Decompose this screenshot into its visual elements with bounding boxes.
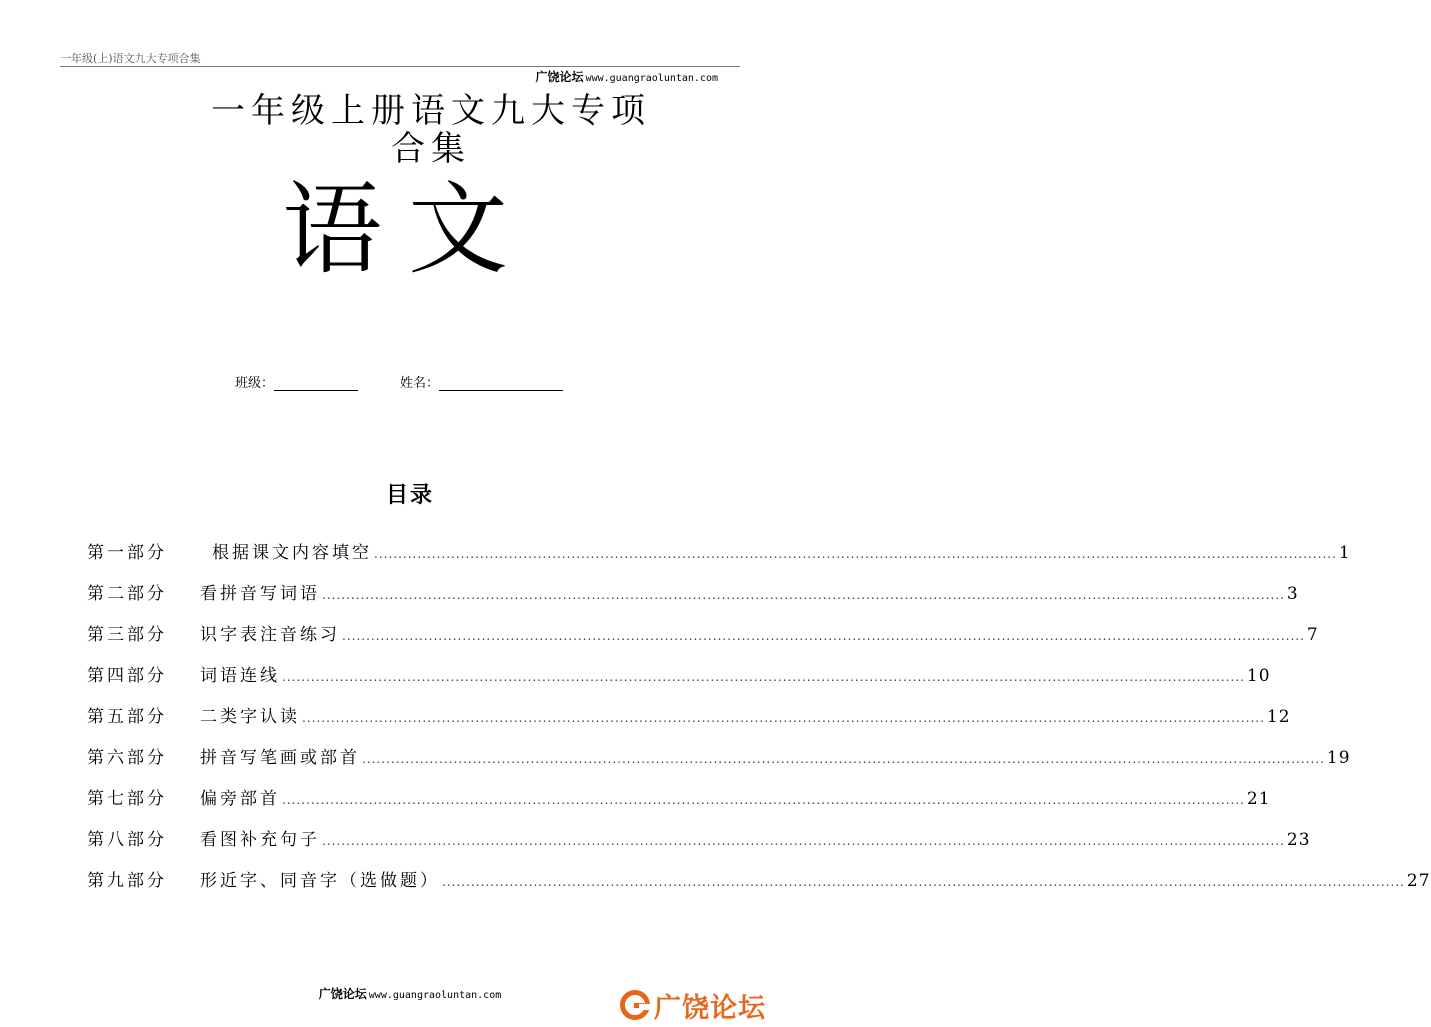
toc-dot-leader: ........................................................................................................................................................................................................	[342, 629, 1305, 643]
toc-part-label: 第六部分	[87, 748, 167, 768]
toc-item[interactable]	[87, 538, 1351, 579]
cover-title: 一年级上册语文九大专项	[211, 91, 651, 131]
toc-item[interactable]	[87, 620, 1319, 661]
toc-section-title: 词语连线	[200, 666, 280, 686]
name-blank[interactable]	[439, 376, 563, 391]
toc-page-number: 27	[1406, 871, 1431, 891]
class-blank[interactable]	[274, 376, 358, 391]
toc-part-label: 第三部分	[87, 625, 167, 645]
toc-part-label: 第一部分	[87, 543, 167, 563]
toc-item[interactable]	[87, 866, 1431, 907]
footer-url: www.guangraoluntan.com	[368, 990, 502, 1001]
class-field	[235, 372, 358, 391]
toc-part-label: 第五部分	[87, 707, 167, 727]
cover-subtitle: 合集	[391, 129, 471, 169]
footer-name: 广饶论坛	[318, 987, 367, 1001]
toc-item[interactable]	[87, 743, 1351, 784]
running-header: 一年级(上)语文九大专项合集	[60, 52, 201, 65]
toc-page-number: 7	[1306, 625, 1319, 645]
toc-entry	[200, 579, 1299, 610]
toc-dot-leader: ........................................................................................................................................................................................................	[374, 547, 1337, 561]
toc-dot-leader: ........................................................................................................................................................................................................	[322, 588, 1285, 602]
toc-part-label: 第八部分	[87, 830, 167, 850]
toc-entry	[200, 702, 1291, 733]
toc-page-number: 21	[1246, 789, 1271, 809]
toc-page-number: 12	[1266, 707, 1291, 727]
toc-title: 目录	[385, 483, 434, 508]
toc-part-label: 第七部分	[87, 789, 167, 809]
toc-entry	[200, 825, 1311, 856]
class-label: 班级：	[235, 376, 275, 391]
table-of-contents	[87, 538, 1431, 907]
toc-section-title: 偏旁部首	[200, 789, 280, 809]
toc-item[interactable]	[87, 825, 1311, 866]
toc-section-title: 看拼音写词语	[200, 584, 320, 604]
toc-section-title: 识字表注音练习	[200, 625, 340, 645]
toc-entry	[200, 620, 1319, 651]
toc-page-number: 19	[1326, 748, 1351, 768]
toc-entry	[200, 784, 1271, 815]
name-label: 姓名：	[400, 376, 440, 391]
toc-dot-leader: ........................................................................................................................................................................................................	[362, 752, 1325, 766]
toc-section-title: 根据课文内容填空	[212, 543, 372, 563]
subject-heading: 语文	[282, 171, 534, 288]
toc-dot-leader: ........................................................................................................................................................................................................	[282, 670, 1245, 684]
toc-section-title: 看图补充句子	[200, 830, 320, 850]
toc-page-number: 23	[1286, 830, 1311, 850]
toc-dot-leader: ........................................................................................................................................................................................................	[322, 834, 1285, 848]
watermark-name: 广饶论坛	[535, 70, 584, 84]
site-logo	[620, 983, 780, 1027]
toc-item[interactable]	[87, 784, 1271, 825]
toc-item[interactable]	[87, 579, 1299, 620]
toc-section-title: 拼音写笔画或部首	[200, 748, 360, 768]
toc-entry	[212, 538, 1351, 569]
toc-page-number: 10	[1246, 666, 1271, 686]
toc-part-label: 第二部分	[87, 584, 167, 604]
g-logo-icon	[620, 990, 650, 1020]
toc-entry	[200, 866, 1431, 897]
toc-item[interactable]	[87, 661, 1271, 702]
toc-dot-leader: ........................................................................................................................................................................................................	[302, 711, 1265, 725]
header-divider	[60, 66, 740, 67]
name-field	[400, 372, 563, 391]
toc-entry	[200, 743, 1351, 774]
toc-dot-leader: ........................................................................................................................................................................................................	[282, 793, 1245, 807]
toc-page-number: 1	[1338, 543, 1351, 563]
logo-text: 广饶论坛	[654, 992, 766, 1024]
toc-part-label: 第九部分	[87, 871, 167, 891]
top-watermark	[536, 68, 718, 85]
toc-section-title: 形近字、同音字（选做题）	[200, 871, 440, 891]
toc-part-label: 第四部分	[87, 666, 167, 686]
toc-section-title: 二类字认读	[200, 707, 300, 727]
toc-entry	[200, 661, 1271, 692]
toc-dot-leader: ........................................................................................................................................................................................................	[442, 875, 1405, 889]
toc-page-number: 3	[1286, 584, 1299, 604]
watermark-url: www.guangraoluntan.com	[585, 73, 718, 84]
toc-item[interactable]	[87, 702, 1291, 743]
